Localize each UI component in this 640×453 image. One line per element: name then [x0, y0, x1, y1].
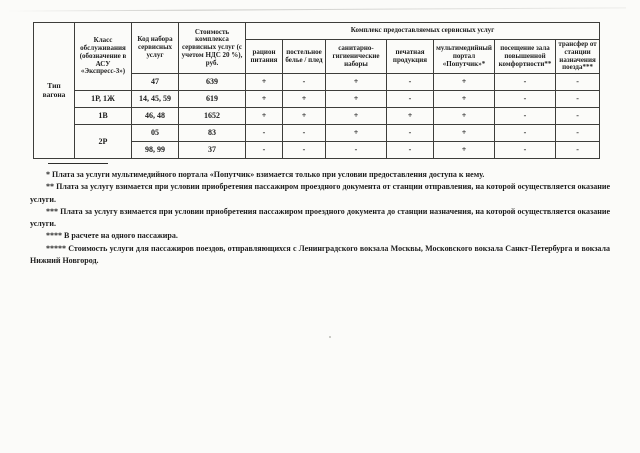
footnote: ** Плата за услугу взимается при условии приобретения пассажиром проездного документа от станции отправления, на которой осуществляется оказание услуги. [30, 182, 610, 204]
cell-service-flag: + [326, 74, 387, 91]
header-service-bedding: постельное белье / плед [283, 40, 326, 74]
footnotes-block [30, 169, 610, 267]
header-service-hygiene: санитарно-гигиенические наборы [326, 40, 387, 74]
cell-service-flag: + [283, 108, 326, 125]
cell-service-flag: - [326, 142, 387, 159]
cell-service-flag: - [387, 91, 434, 108]
cell-service-flag: + [326, 108, 387, 125]
footnote-divider [48, 163, 108, 164]
header-service-transfer: трансфер от станции назначения поезда*** [556, 40, 600, 74]
cell-service-flag: - [556, 142, 600, 159]
cell-class-value: 1В [75, 108, 132, 125]
cell-service-flag: - [495, 108, 556, 125]
cell-service-flag: - [495, 125, 556, 142]
header-service-portal: мультимедийный портал «Попутчик»* [434, 40, 495, 74]
cell-service-flag: + [283, 91, 326, 108]
cell-cost-value: 1652 [179, 108, 246, 125]
table-row [34, 108, 600, 125]
cell-service-flag: + [326, 125, 387, 142]
cell-service-flag: + [387, 108, 434, 125]
cell-code-value: 46, 48 [132, 108, 179, 125]
cell-code-value: 14, 45, 59 [132, 91, 179, 108]
table-row [34, 125, 600, 142]
header-services-group: Комплекс предоставляемых сервисных услуг [246, 23, 600, 40]
cell-cost-value: 83 [179, 125, 246, 142]
cell-service-flag: - [387, 142, 434, 159]
scan-speck [329, 336, 331, 338]
cell-code-value: 05 [132, 125, 179, 142]
header-class: Класс обслуживания (обозначение в АСУ «Экспресс-3») [75, 23, 132, 91]
cell-service-flag: - [495, 91, 556, 108]
scan-edge-artifact [6, 7, 626, 11]
cell-service-flag: - [495, 142, 556, 159]
cell-service-flag: + [246, 74, 283, 91]
table-row [34, 91, 600, 108]
table-row [34, 23, 600, 40]
cell-cost-value: 619 [179, 91, 246, 108]
cell-service-flag: - [556, 108, 600, 125]
cell-service-flag: + [434, 142, 495, 159]
footnote: * Плата за услуги мультимедийного портала «Попутчик» взимается только при условии предоставления доступа к нему. [46, 170, 485, 179]
cell-service-flag: + [434, 108, 495, 125]
cell-service-flag: + [246, 91, 283, 108]
cell-service-flag: + [434, 125, 495, 142]
cell-class-value: 2Р [75, 125, 132, 159]
footnote: ***** Стоимость услуги для пассажиров поездов, отправляющихся с Ленинградского вокзала Москвы, Московского вокзала Санкт-Петербурга и вокзала Нижний Новгород. [30, 243, 610, 266]
services-table [33, 22, 600, 159]
cell-service-flag: + [246, 108, 283, 125]
cell-service-flag: - [495, 74, 556, 91]
cell-cost-value: 639 [179, 74, 246, 91]
cell-service-flag: + [326, 91, 387, 108]
footnote: **** В расчете на одного пассажира. [46, 231, 178, 241]
cell-service-flag: - [283, 74, 326, 91]
cell-cost-value: 37 [179, 142, 246, 159]
cell-service-flag: - [283, 142, 326, 159]
footnote: *** Плата за услугу взимается при условии приобретения пассажиром проездного документа до станции назначения, на которой осуществляется оказание услуги. [30, 206, 610, 229]
header-code: Код набора сервисных услуг [132, 23, 179, 74]
header-type-vagona: Тип вагона [34, 23, 75, 159]
cell-service-flag: - [556, 125, 600, 142]
header-service-lounge: посещение зала повышенной комфортности** [495, 40, 556, 74]
cell-service-flag: - [246, 142, 283, 159]
cell-class-value: 1Р, 1Ж [75, 91, 132, 108]
cell-service-flag: + [434, 74, 495, 91]
cell-code-value: 47 [132, 74, 179, 91]
header-cost: Стоимость комплекса сервисных услуг (с учетом НДС 20 %), руб. [179, 23, 246, 74]
cell-service-flag: - [387, 125, 434, 142]
cell-code-value: 98, 99 [132, 142, 179, 159]
cell-service-flag: - [283, 125, 326, 142]
cell-service-flag: - [556, 74, 600, 91]
header-service-ration: рацион питания [246, 40, 283, 74]
cell-service-flag: - [556, 91, 600, 108]
cell-service-flag: - [246, 125, 283, 142]
header-service-press: печатная продукция [387, 40, 434, 74]
cell-service-flag: + [434, 91, 495, 108]
cell-service-flag: - [387, 74, 434, 91]
